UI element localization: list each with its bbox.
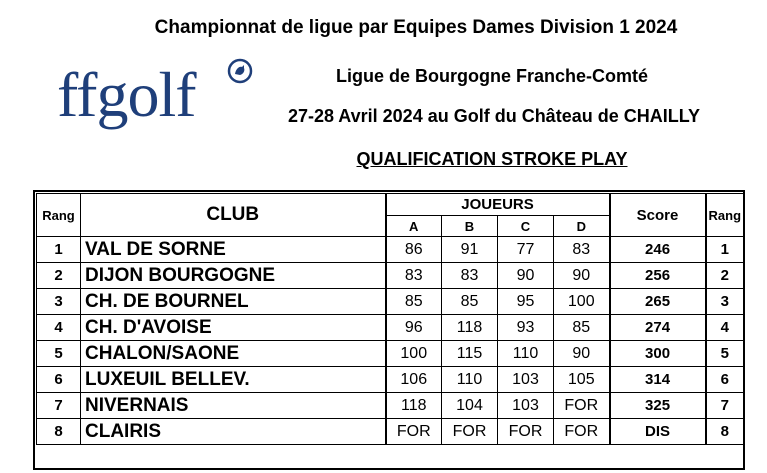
rank-cell: 6 (37, 367, 81, 393)
section-heading: QUALIFICATION STROKE PLAY (356, 149, 628, 169)
total-score-cell: 274 (610, 315, 706, 341)
col-header-rang: Rang (37, 194, 81, 237)
logo-wordmark: ffgolf (57, 59, 196, 130)
score-c-cell: 93 (498, 315, 554, 341)
total-score-cell: 325 (610, 393, 706, 419)
score-a-cell: 106 (386, 367, 442, 393)
score-c-cell: 90 (498, 263, 554, 289)
table-row (37, 393, 744, 419)
score-a-cell: 85 (386, 289, 442, 315)
score-c-cell: 103 (498, 393, 554, 419)
col-header-player-a: A (386, 216, 442, 237)
score-a-cell: 86 (386, 237, 442, 263)
score-d-cell: 105 (554, 367, 610, 393)
col-header-joueurs: JOUEURS (386, 194, 610, 216)
total-score-cell: 246 (610, 237, 706, 263)
results-table (36, 193, 744, 445)
total-score-cell: 265 (610, 289, 706, 315)
score-d-cell: FOR (554, 393, 610, 419)
ffgolf-logo (57, 52, 257, 138)
score-c-cell: 95 (498, 289, 554, 315)
final-rank-cell: 8 (706, 419, 744, 445)
club-cell: CH. DE BOURNEL (81, 289, 386, 315)
score-b-cell: 115 (442, 341, 498, 367)
score-b-cell: 85 (442, 289, 498, 315)
score-d-cell: 85 (554, 315, 610, 341)
club-cell: CHALON/SAONE (81, 341, 386, 367)
col-header-player-d: D (554, 216, 610, 237)
club-cell: DIJON BOURGOGNE (81, 263, 386, 289)
final-rank-cell: 5 (706, 341, 744, 367)
rank-cell: 4 (37, 315, 81, 341)
total-score-cell: 314 (610, 367, 706, 393)
col-header-player-c: C (498, 216, 554, 237)
rank-cell: 7 (37, 393, 81, 419)
score-c-cell: FOR (498, 419, 554, 445)
final-rank-cell: 6 (706, 367, 744, 393)
club-cell: LUXEUIL BELLEV. (81, 367, 386, 393)
score-a-cell: 118 (386, 393, 442, 419)
club-cell: CLAIRIS (81, 419, 386, 445)
final-rank-cell: 7 (706, 393, 744, 419)
score-b-cell: 110 (442, 367, 498, 393)
score-c-cell: 103 (498, 367, 554, 393)
event-date-venue: 27-28 Avril 2024 au Golf du Château de CHAILLY (287, 106, 701, 126)
score-a-cell: FOR (386, 419, 442, 445)
document-title: Championnat de ligue par Equipes Dames Division 1 2024 (154, 17, 678, 38)
score-b-cell: 118 (442, 315, 498, 341)
rank-cell: 5 (37, 341, 81, 367)
table-row (37, 263, 744, 289)
table-row (37, 315, 744, 341)
table-row (37, 419, 744, 445)
score-b-cell: FOR (442, 419, 498, 445)
col-header-rang-final: Rang (706, 194, 744, 237)
club-cell: VAL DE SORNE (81, 237, 386, 263)
rank-cell: 3 (37, 289, 81, 315)
score-d-cell: 90 (554, 263, 610, 289)
club-cell: NIVERNAIS (81, 393, 386, 419)
total-score-cell: DIS (610, 419, 706, 445)
final-rank-cell: 1 (706, 237, 744, 263)
score-a-cell: 96 (386, 315, 442, 341)
score-d-cell: 100 (554, 289, 610, 315)
score-d-cell: 83 (554, 237, 610, 263)
table-row (37, 237, 744, 263)
score-b-cell: 104 (442, 393, 498, 419)
score-a-cell: 100 (386, 341, 442, 367)
score-b-cell: 91 (442, 237, 498, 263)
total-score-cell: 256 (610, 263, 706, 289)
score-d-cell: FOR (554, 419, 610, 445)
col-header-score: Score (610, 194, 706, 237)
final-rank-cell: 3 (706, 289, 744, 315)
final-rank-cell: 2 (706, 263, 744, 289)
col-header-club: CLUB (81, 194, 386, 237)
score-a-cell: 83 (386, 263, 442, 289)
score-d-cell: 90 (554, 341, 610, 367)
league-name: Ligue de Bourgogne Franche-Comté (335, 66, 648, 86)
col-header-player-b: B (442, 216, 498, 237)
rank-cell: 2 (37, 263, 81, 289)
score-b-cell: 83 (442, 263, 498, 289)
table-row (37, 289, 744, 315)
table-row (37, 341, 744, 367)
score-c-cell: 77 (498, 237, 554, 263)
total-score-cell: 300 (610, 341, 706, 367)
rank-cell: 8 (37, 419, 81, 445)
table-row (37, 367, 744, 393)
club-cell: CH. D'AVOISE (81, 315, 386, 341)
score-c-cell: 110 (498, 341, 554, 367)
final-rank-cell: 4 (706, 315, 744, 341)
rank-cell: 1 (37, 237, 81, 263)
